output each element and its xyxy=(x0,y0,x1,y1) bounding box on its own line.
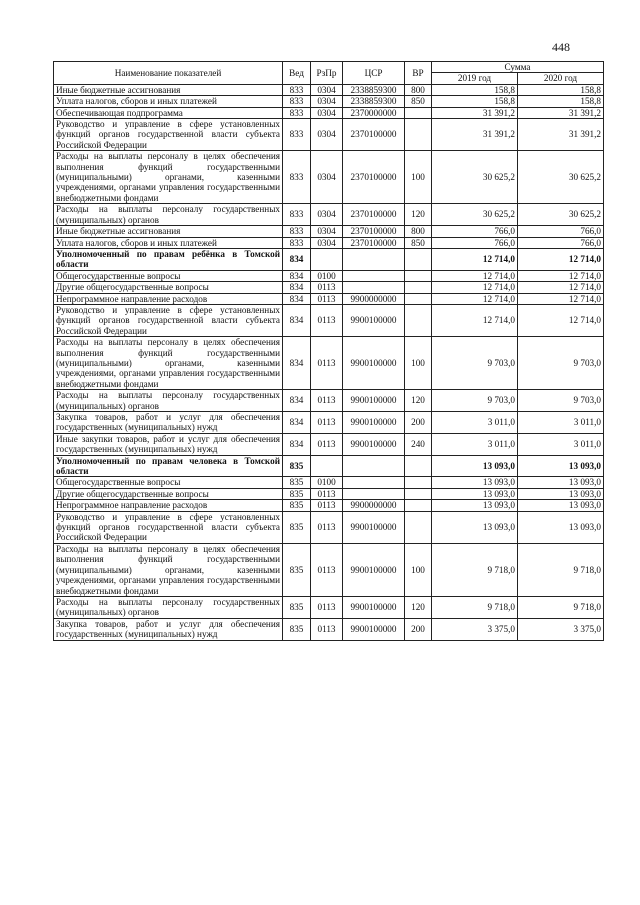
row-csr: 2370000000 xyxy=(343,107,405,118)
header-sum: Сумма xyxy=(432,62,604,73)
row-ved: 834 xyxy=(283,390,311,412)
row-csr: 2370100000 xyxy=(343,151,405,204)
header-ved: Вед xyxy=(283,62,311,85)
table-row xyxy=(54,596,604,618)
budget-table xyxy=(53,61,604,641)
table-row xyxy=(54,248,604,270)
row-rzpr: 0113 xyxy=(311,293,343,304)
row-sum-2020: 12 714,0 xyxy=(518,293,604,304)
table-row xyxy=(54,618,604,640)
row-vr: 100 xyxy=(405,337,432,390)
row-name: Уполномоченный по правам человека в Томской области xyxy=(54,455,283,477)
row-ved: 834 xyxy=(283,248,311,270)
table-row xyxy=(54,107,604,118)
table-row xyxy=(54,84,604,95)
row-sum-2019: 9 718,0 xyxy=(432,596,518,618)
row-sum-2020: 31 391,2 xyxy=(518,107,604,118)
row-sum-2019: 12 714,0 xyxy=(432,248,518,270)
row-sum-2019: 30 625,2 xyxy=(432,204,518,226)
row-csr: 9900100000 xyxy=(343,390,405,412)
row-sum-2019: 31 391,2 xyxy=(432,107,518,118)
row-rzpr: 0304 xyxy=(311,151,343,204)
row-csr xyxy=(343,282,405,293)
row-vr: 120 xyxy=(405,596,432,618)
row-rzpr: 0113 xyxy=(311,596,343,618)
row-sum-2019: 9 718,0 xyxy=(432,543,518,596)
table-row xyxy=(54,433,604,455)
row-ved: 834 xyxy=(283,270,311,281)
row-sum-2020: 31 391,2 xyxy=(518,119,604,151)
row-ved: 833 xyxy=(283,204,311,226)
row-vr: 850 xyxy=(405,237,432,248)
row-sum-2020: 13 093,0 xyxy=(518,500,604,511)
row-rzpr: 0113 xyxy=(311,282,343,293)
row-rzpr: 0113 xyxy=(311,488,343,499)
row-ved: 833 xyxy=(283,226,311,237)
row-sum-2019: 30 625,2 xyxy=(432,151,518,204)
row-rzpr xyxy=(311,455,343,477)
row-csr: 2370100000 xyxy=(343,119,405,151)
row-ved: 833 xyxy=(283,96,311,107)
row-csr xyxy=(343,488,405,499)
row-ved: 834 xyxy=(283,293,311,304)
row-rzpr: 0113 xyxy=(311,618,343,640)
row-ved: 835 xyxy=(283,596,311,618)
row-ved: 833 xyxy=(283,107,311,118)
row-sum-2019: 766,0 xyxy=(432,237,518,248)
row-vr: 100 xyxy=(405,543,432,596)
table-header xyxy=(54,62,604,85)
row-rzpr: 0113 xyxy=(311,412,343,434)
row-name: Непрограммное направление расходов xyxy=(54,293,283,304)
table-row xyxy=(54,204,604,226)
row-vr xyxy=(405,511,432,543)
row-name: Руководство и управление в сфере установленных функций органов государственной власти субъекта Российской Федерации xyxy=(54,511,283,543)
row-rzpr: 0100 xyxy=(311,477,343,488)
row-name: Другие общегосударственные вопросы xyxy=(54,488,283,499)
row-rzpr: 0113 xyxy=(311,304,343,336)
row-name: Другие общегосударственные вопросы xyxy=(54,282,283,293)
table-row xyxy=(54,455,604,477)
row-rzpr: 0304 xyxy=(311,96,343,107)
row-sum-2020: 9 718,0 xyxy=(518,543,604,596)
row-vr xyxy=(405,270,432,281)
row-name: Иные закупки товаров, работ и услуг для обеспечения государственных (муниципальных) нужд xyxy=(54,433,283,455)
row-sum-2020: 3 375,0 xyxy=(518,618,604,640)
table-row xyxy=(54,293,604,304)
row-rzpr: 0304 xyxy=(311,84,343,95)
row-rzpr: 0304 xyxy=(311,107,343,118)
row-sum-2020: 3 011,0 xyxy=(518,412,604,434)
row-sum-2020: 13 093,0 xyxy=(518,488,604,499)
row-vr xyxy=(405,304,432,336)
page-number: 448 xyxy=(552,40,570,54)
row-name: Общегосударственные вопросы xyxy=(54,477,283,488)
row-vr: 800 xyxy=(405,84,432,95)
row-sum-2020: 30 625,2 xyxy=(518,151,604,204)
row-ved: 833 xyxy=(283,237,311,248)
row-ved: 835 xyxy=(283,511,311,543)
row-name: Уполномоченный по правам ребёнка в Томской области xyxy=(54,248,283,270)
row-sum-2020: 12 714,0 xyxy=(518,282,604,293)
row-sum-2019: 13 093,0 xyxy=(432,500,518,511)
row-ved: 833 xyxy=(283,151,311,204)
row-vr xyxy=(405,477,432,488)
row-rzpr: 0304 xyxy=(311,237,343,248)
row-ved: 835 xyxy=(283,618,311,640)
header-name: Наименование показателей xyxy=(54,62,283,85)
row-vr: 850 xyxy=(405,96,432,107)
row-name: Обеспечивающая подпрограмма xyxy=(54,107,283,118)
row-csr: 9900100000 xyxy=(343,304,405,336)
row-vr: 200 xyxy=(405,412,432,434)
table-row xyxy=(54,151,604,204)
table-row xyxy=(54,237,604,248)
row-csr: 9900100000 xyxy=(343,412,405,434)
row-csr: 2338859300 xyxy=(343,96,405,107)
row-sum-2020: 9 718,0 xyxy=(518,596,604,618)
table-row xyxy=(54,390,604,412)
row-sum-2020: 3 011,0 xyxy=(518,433,604,455)
row-sum-2020: 9 703,0 xyxy=(518,337,604,390)
row-rzpr: 0304 xyxy=(311,119,343,151)
row-ved: 835 xyxy=(283,543,311,596)
row-rzpr: 0304 xyxy=(311,204,343,226)
row-csr: 9900100000 xyxy=(343,618,405,640)
row-sum-2019: 766,0 xyxy=(432,226,518,237)
row-sum-2019: 13 093,0 xyxy=(432,488,518,499)
row-ved: 833 xyxy=(283,84,311,95)
row-vr xyxy=(405,107,432,118)
row-sum-2020: 158,8 xyxy=(518,96,604,107)
row-name: Расходы на выплаты персоналу в целях обеспечения выполнения функций государственными (муниципальными) органами, казенными учреждениями, органами управления государственными внебюджетными фондами xyxy=(54,337,283,390)
row-sum-2019: 3 011,0 xyxy=(432,433,518,455)
row-rzpr: 0100 xyxy=(311,270,343,281)
row-sum-2019: 9 703,0 xyxy=(432,337,518,390)
row-name: Непрограммное направление расходов xyxy=(54,500,283,511)
row-csr: 9900100000 xyxy=(343,433,405,455)
header-year-2019: 2019 год xyxy=(432,73,518,84)
row-vr xyxy=(405,248,432,270)
row-csr: 2370100000 xyxy=(343,226,405,237)
row-csr xyxy=(343,477,405,488)
row-ved: 835 xyxy=(283,455,311,477)
row-csr xyxy=(343,270,405,281)
row-rzpr xyxy=(311,248,343,270)
row-rzpr: 0113 xyxy=(311,433,343,455)
table-row xyxy=(54,226,604,237)
row-csr: 9900100000 xyxy=(343,337,405,390)
row-ved: 834 xyxy=(283,337,311,390)
row-sum-2020: 158,8 xyxy=(518,84,604,95)
table-row xyxy=(54,96,604,107)
row-sum-2020: 13 093,0 xyxy=(518,477,604,488)
table-row xyxy=(54,337,604,390)
row-sum-2019: 31 391,2 xyxy=(432,119,518,151)
row-csr: 9900000000 xyxy=(343,293,405,304)
row-vr xyxy=(405,119,432,151)
table-row xyxy=(54,500,604,511)
row-vr xyxy=(405,488,432,499)
header-rzpr: РзПр xyxy=(311,62,343,85)
row-sum-2019: 9 703,0 xyxy=(432,390,518,412)
row-name: Иные бюджетные ассигнования xyxy=(54,226,283,237)
row-name: Уплата налогов, сборов и иных платежей xyxy=(54,237,283,248)
row-vr xyxy=(405,455,432,477)
row-ved: 835 xyxy=(283,500,311,511)
row-vr xyxy=(405,293,432,304)
row-name: Расходы на выплаты персоналу государственных (муниципальных) органов xyxy=(54,204,283,226)
row-sum-2020: 766,0 xyxy=(518,237,604,248)
row-rzpr: 0113 xyxy=(311,511,343,543)
table-row xyxy=(54,282,604,293)
row-ved: 834 xyxy=(283,433,311,455)
row-name: Расходы на выплаты персоналу государственных (муниципальных) органов xyxy=(54,596,283,618)
row-sum-2019: 3 375,0 xyxy=(432,618,518,640)
row-name: Закупка товаров, работ и услуг для обеспечения государственных (муниципальных) нужд xyxy=(54,618,283,640)
table-row xyxy=(54,543,604,596)
row-rzpr: 0113 xyxy=(311,500,343,511)
row-name: Руководство и управление в сфере установленных функций органов государственной власти субъекта Российской Федерации xyxy=(54,119,283,151)
row-vr xyxy=(405,500,432,511)
header-vr: ВР xyxy=(405,62,432,85)
row-sum-2019: 12 714,0 xyxy=(432,293,518,304)
row-rzpr: 0113 xyxy=(311,543,343,596)
row-ved: 835 xyxy=(283,477,311,488)
row-sum-2019: 3 011,0 xyxy=(432,412,518,434)
row-ved: 834 xyxy=(283,282,311,293)
row-sum-2020: 766,0 xyxy=(518,226,604,237)
row-ved: 833 xyxy=(283,119,311,151)
row-csr: 2370100000 xyxy=(343,237,405,248)
row-sum-2019: 13 093,0 xyxy=(432,511,518,543)
row-sum-2019: 158,8 xyxy=(432,84,518,95)
row-sum-2020: 9 703,0 xyxy=(518,390,604,412)
header-csr: ЦСР xyxy=(343,62,405,85)
row-sum-2019: 13 093,0 xyxy=(432,477,518,488)
table-row xyxy=(54,511,604,543)
row-vr: 120 xyxy=(405,204,432,226)
table-row xyxy=(54,488,604,499)
row-csr: 9900100000 xyxy=(343,511,405,543)
table-row xyxy=(54,304,604,336)
header-year-2020: 2020 год xyxy=(518,73,604,84)
row-rzpr: 0113 xyxy=(311,390,343,412)
row-ved: 834 xyxy=(283,304,311,336)
table-row xyxy=(54,477,604,488)
row-name: Общегосударственные вопросы xyxy=(54,270,283,281)
row-sum-2020: 30 625,2 xyxy=(518,204,604,226)
row-sum-2020: 13 093,0 xyxy=(518,455,604,477)
row-sum-2019: 12 714,0 xyxy=(432,304,518,336)
row-name: Расходы на выплаты персоналу в целях обеспечения выполнения функций государственными (муниципальными) органами, казенными учреждениями, органами управления государственными внебюджетными фондами xyxy=(54,151,283,204)
row-sum-2019: 13 093,0 xyxy=(432,455,518,477)
row-vr xyxy=(405,282,432,293)
row-vr: 200 xyxy=(405,618,432,640)
table-row xyxy=(54,412,604,434)
row-sum-2020: 13 093,0 xyxy=(518,511,604,543)
row-vr: 240 xyxy=(405,433,432,455)
row-sum-2019: 12 714,0 xyxy=(432,270,518,281)
row-csr: 2370100000 xyxy=(343,204,405,226)
row-sum-2020: 12 714,0 xyxy=(518,248,604,270)
table-row xyxy=(54,119,604,151)
row-csr xyxy=(343,455,405,477)
table-row xyxy=(54,270,604,281)
row-name: Расходы на выплаты персоналу государственных (муниципальных) органов xyxy=(54,390,283,412)
row-name: Закупка товаров, работ и услуг для обеспечения государственных (муниципальных) нужд xyxy=(54,412,283,434)
row-csr xyxy=(343,248,405,270)
row-vr: 800 xyxy=(405,226,432,237)
row-csr: 9900000000 xyxy=(343,500,405,511)
table-body xyxy=(54,84,604,640)
row-vr: 100 xyxy=(405,151,432,204)
row-sum-2020: 12 714,0 xyxy=(518,304,604,336)
row-csr: 9900100000 xyxy=(343,543,405,596)
row-sum-2019: 158,8 xyxy=(432,96,518,107)
row-name: Уплата налогов, сборов и иных платежей xyxy=(54,96,283,107)
row-csr: 2338859300 xyxy=(343,84,405,95)
row-ved: 834 xyxy=(283,412,311,434)
row-rzpr: 0113 xyxy=(311,337,343,390)
row-name: Расходы на выплаты персоналу в целях обеспечения выполнения функций государственными (муниципальными) органами, казенными учреждениями, органами управления государственными внебюджетными фондами xyxy=(54,543,283,596)
row-rzpr: 0304 xyxy=(311,226,343,237)
row-vr: 120 xyxy=(405,390,432,412)
row-csr: 9900100000 xyxy=(343,596,405,618)
row-name: Иные бюджетные ассигнования xyxy=(54,84,283,95)
row-sum-2020: 12 714,0 xyxy=(518,270,604,281)
row-ved: 835 xyxy=(283,488,311,499)
row-name: Руководство и управление в сфере установленных функций органов государственной власти субъекта Российской Федерации xyxy=(54,304,283,336)
row-sum-2019: 12 714,0 xyxy=(432,282,518,293)
